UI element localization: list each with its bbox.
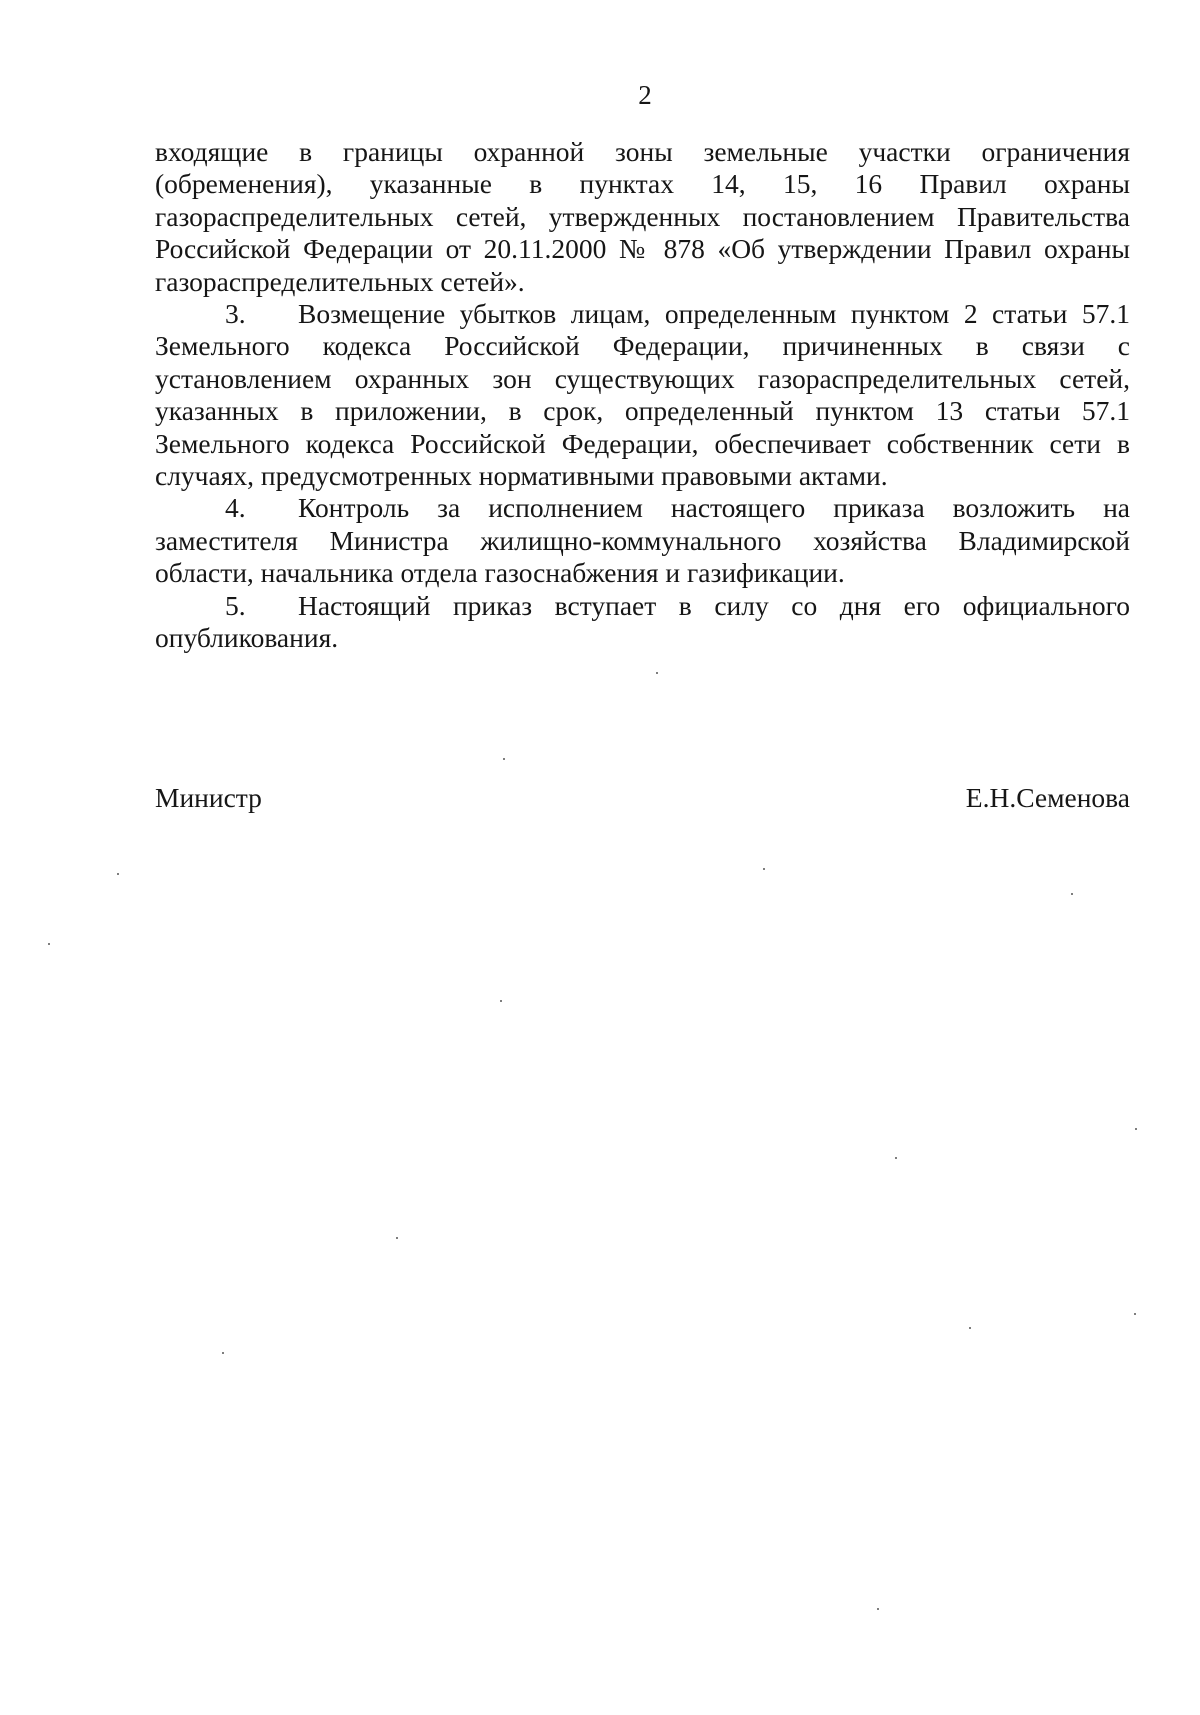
paragraph-3-number: 3. [225,298,246,330]
scan-speck [877,1608,879,1610]
scan-speck [763,868,765,870]
paragraph-3-text: Возмещение убытков лицам, определенным пунктом 2 статьи 57.1 Земельного кодекса Российской Федерации, причиненных в связи с установлением охранных зон существующих газораспределительных сетей, указанных в приложении, в срок, определенный пунктом 13 статьи 57.1 Земельного кодекса Российской Федерации, обеспечивает собственник сети в случаях, предусмотренных нормативными правовыми актами. [155,298,1130,492]
paragraph-4-number: 4. [225,492,246,524]
paragraph-5-number: 5. [225,589,246,621]
signer-position: Министр [155,782,262,813]
signer-name: Е.Н.Семенова [965,782,1130,813]
scan-speck [1135,1128,1137,1130]
paragraph-3 [155,298,1130,492]
scan-speck [895,1157,897,1159]
scan-speck [396,1237,398,1239]
paragraph-5-text: Настоящий приказ вступает в силу со дня его официального опубликования. [155,589,1130,654]
scan-speck [222,1352,224,1354]
document-body [155,136,1130,655]
signature-block [155,782,1130,814]
intro-paragraph: входящие в границы охранной зоны земельные участки ограничения (обременения), указанные в пунктах 14, 15, 16 Правил охраны газораспределительных сетей, утвержденных постановлением Правительства Российской Федерации от 20.11.2000 № 878 «Об утверждении Правил охраны газораспределительных сетей». [155,136,1130,297]
scan-speck [1134,1313,1136,1315]
scan-speck [656,672,658,674]
scan-speck [117,873,119,875]
scan-speck [48,943,50,945]
paragraph-4 [155,492,1130,589]
paragraph-4-text: Контроль за исполнением настоящего приказа возложить на заместителя Министра жилищно-коммунального хозяйства Владимирской области, начальника отдела газоснабжения и газификации. [155,492,1130,589]
scan-speck [969,1327,971,1329]
scan-speck [1071,893,1073,895]
page-number: 2 [638,80,652,110]
paragraph-5 [155,590,1130,655]
scan-speck [500,1000,502,1002]
scan-speck [503,758,505,760]
